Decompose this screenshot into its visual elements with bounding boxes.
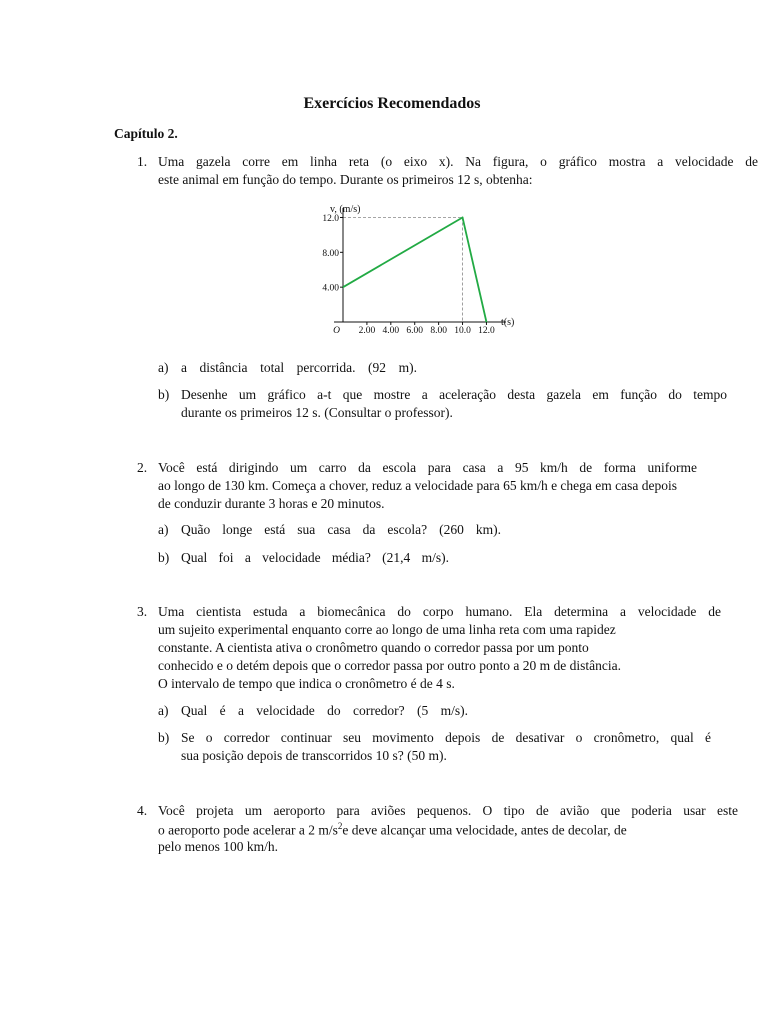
question-1-line-1: Uma gazela corre em linha reta (o eixo x). Na figura, o gráfico mostra a velocidade de: [158, 154, 758, 169]
question-3a-text: Qual é a velocidade do corredor? (5 m/s).: [181, 703, 468, 718]
question-3-line-2: um sujeito experimental enquanto corre ao longo de uma linha reta com uma rapidez: [158, 622, 616, 637]
x-tick-label: 2.00: [358, 326, 376, 336]
question-4-exponent: 2: [337, 821, 343, 831]
question-4-line-3: pelo menos 100 km/h.: [158, 839, 278, 854]
question-2-line-2: ao longo de 130 km. Começa a chover, reduz a velocidade para 65 km/h e chega em casa depois: [158, 478, 678, 493]
question-1b-label: b): [158, 387, 170, 402]
question-3-number: 3.: [137, 604, 148, 619]
velocity-time-chart: [318, 198, 518, 338]
chapter-heading: Capítulo 2.: [114, 126, 178, 141]
chart-series: [343, 217, 486, 322]
question-1b-line-2: durante os primeiros 12 s. (Consultar o professor).: [181, 405, 453, 420]
question-4-number: 4.: [137, 803, 148, 818]
velocity-segment: [463, 217, 487, 322]
x-axis-label: t(s): [501, 317, 515, 328]
x-tick-label: 6.00: [406, 326, 424, 336]
x-tick-label: 12.0: [478, 326, 495, 336]
page-title: Exercícios Recomendados: [303, 95, 481, 112]
question-2-line-3: de conduzir durante 3 horas e 20 minutos.: [158, 496, 385, 511]
chart-axes: [334, 208, 506, 322]
question-1-line-2: este animal em função do tempo. Durante os primeiros 12 s, obtenha:: [158, 172, 533, 187]
y-tick-label: 12.0: [322, 213, 339, 224]
question-1a-text: a distância total percorrida. (92 m).: [181, 360, 417, 375]
question-4-line-2-start: o aeroporto pode acelerar a 2 m/s: [158, 822, 338, 838]
y-tick-label: 8.00: [322, 248, 339, 259]
question-3-line-1: Uma cientista estuda a biomecânica do corpo humano. Ela determina a velocidade de: [158, 604, 721, 619]
question-1a-label: a): [158, 360, 169, 375]
question-1b-line-1: Desenhe um gráfico a-t que mostre a aceleração desta gazela em função do tempo: [181, 387, 727, 402]
question-1-number: 1.: [137, 154, 148, 169]
chart-guides: [343, 217, 463, 322]
question-4-line-2-end: e deve alcançar uma velocidade, antes de decolar, de: [342, 822, 627, 838]
question-3-line-4: conhecido e o detém depois que o corredor passa por outro ponto a 20 m de distância.: [158, 658, 621, 673]
question-3-line-5: O intervalo de tempo que indica o cronômetro é de 4 s.: [158, 676, 455, 691]
origin-label: O: [333, 326, 340, 336]
x-tick-label: 10.0: [454, 326, 471, 336]
velocity-segment: [343, 217, 463, 287]
question-4-line-2: [158, 821, 627, 839]
y-tick-label: 4.00: [322, 283, 339, 294]
question-3a-label: a): [158, 703, 169, 718]
x-tick-label: 4.00: [382, 326, 400, 336]
y-axis-label: v, (m/s): [330, 204, 361, 215]
question-2-line-1: Você está dirigindo um carro da escola para casa a 95 km/h de forma uniforme: [158, 460, 697, 475]
question-2b-text: Qual foi a velocidade média? (21,4 m/s).: [181, 550, 449, 565]
question-2a-label: a): [158, 522, 169, 537]
question-2b-label: b): [158, 550, 170, 565]
question-3b-line-2: sua posição depois de transcorridos 10 s? (50 m).: [181, 748, 447, 763]
question-3b-line-1: Se o corredor continuar seu movimento depois de desativar o cronômetro, qual é: [181, 730, 711, 745]
question-2-number: 2.: [137, 460, 148, 475]
question-3b-label: b): [158, 730, 170, 745]
question-2a-text: Quão longe está sua casa da escola? (260 km).: [181, 522, 501, 537]
x-tick-label: 8.00: [430, 326, 447, 336]
question-4-line-1: Você projeta um aeroporto para aviões pequenos. O tipo de avião que poderia usar este: [158, 803, 738, 818]
question-3-line-3: constante. A cientista ativa o cronômetro quando o corredor passa por um ponto: [158, 640, 589, 655]
